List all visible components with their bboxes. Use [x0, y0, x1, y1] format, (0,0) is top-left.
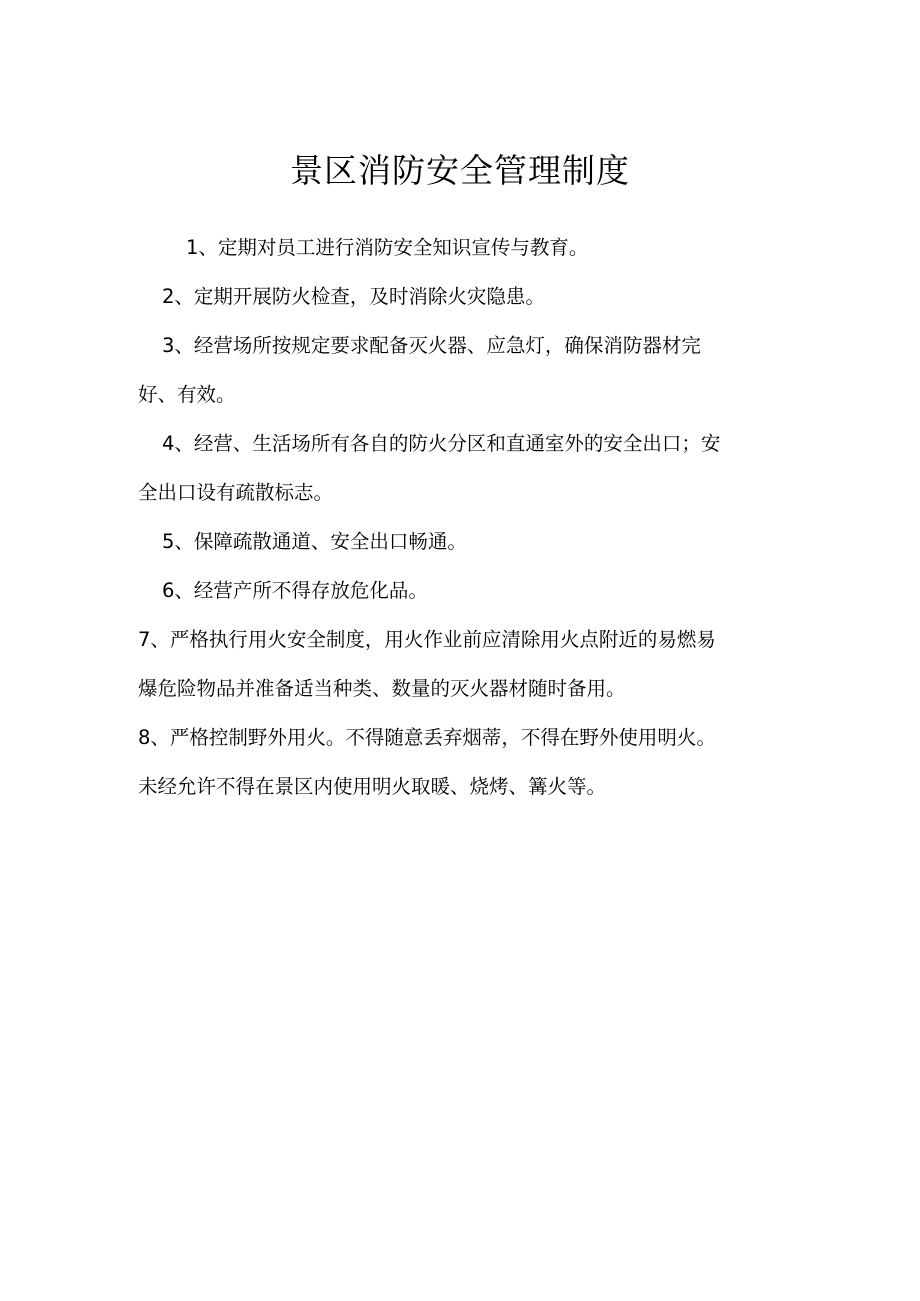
rule-4-line-1: 4、经营、生活场所有各自的防火分区和直通室外的安全出口；安: [162, 432, 721, 455]
rule-8-line-2: 未经允许不得在景区内使用明火取暖、烧烤、篝火等。: [138, 775, 607, 798]
rule-7-line-1: 7、严格执行用火安全制度，用火作业前应清除用火点附近的易燃易: [138, 628, 716, 651]
rule-6-line-1: 6、经营产所不得存放危化品。: [162, 579, 428, 602]
rule-8-line-1: 8、严格控制野外用火。不得随意丢弃烟蒂，不得在野外使用明火。: [138, 726, 716, 749]
rule-5-line-1: 5、保障疏散通道、安全出口畅通。: [162, 530, 467, 553]
rule-3-line-2: 好、有效。: [138, 383, 236, 406]
rule-3-line-1: 3、经营场所按规定要求配备灭火器、应急灯，确保消防器材完: [162, 334, 701, 357]
rule-2-line-1: 2、定期开展防火检查，及时消除火灾隐患。: [162, 285, 545, 308]
document-title: 景区消防安全管理制度: [290, 151, 630, 190]
rule-4-line-2: 全出口设有疏散标志。: [138, 481, 334, 504]
rule-7-line-2: 爆危险物品并准备适当种类、数量的灭火器材随时备用。: [138, 677, 626, 700]
rule-1-line-1: 1、定期对员工进行消防安全知识宣传与教育。: [186, 236, 589, 259]
